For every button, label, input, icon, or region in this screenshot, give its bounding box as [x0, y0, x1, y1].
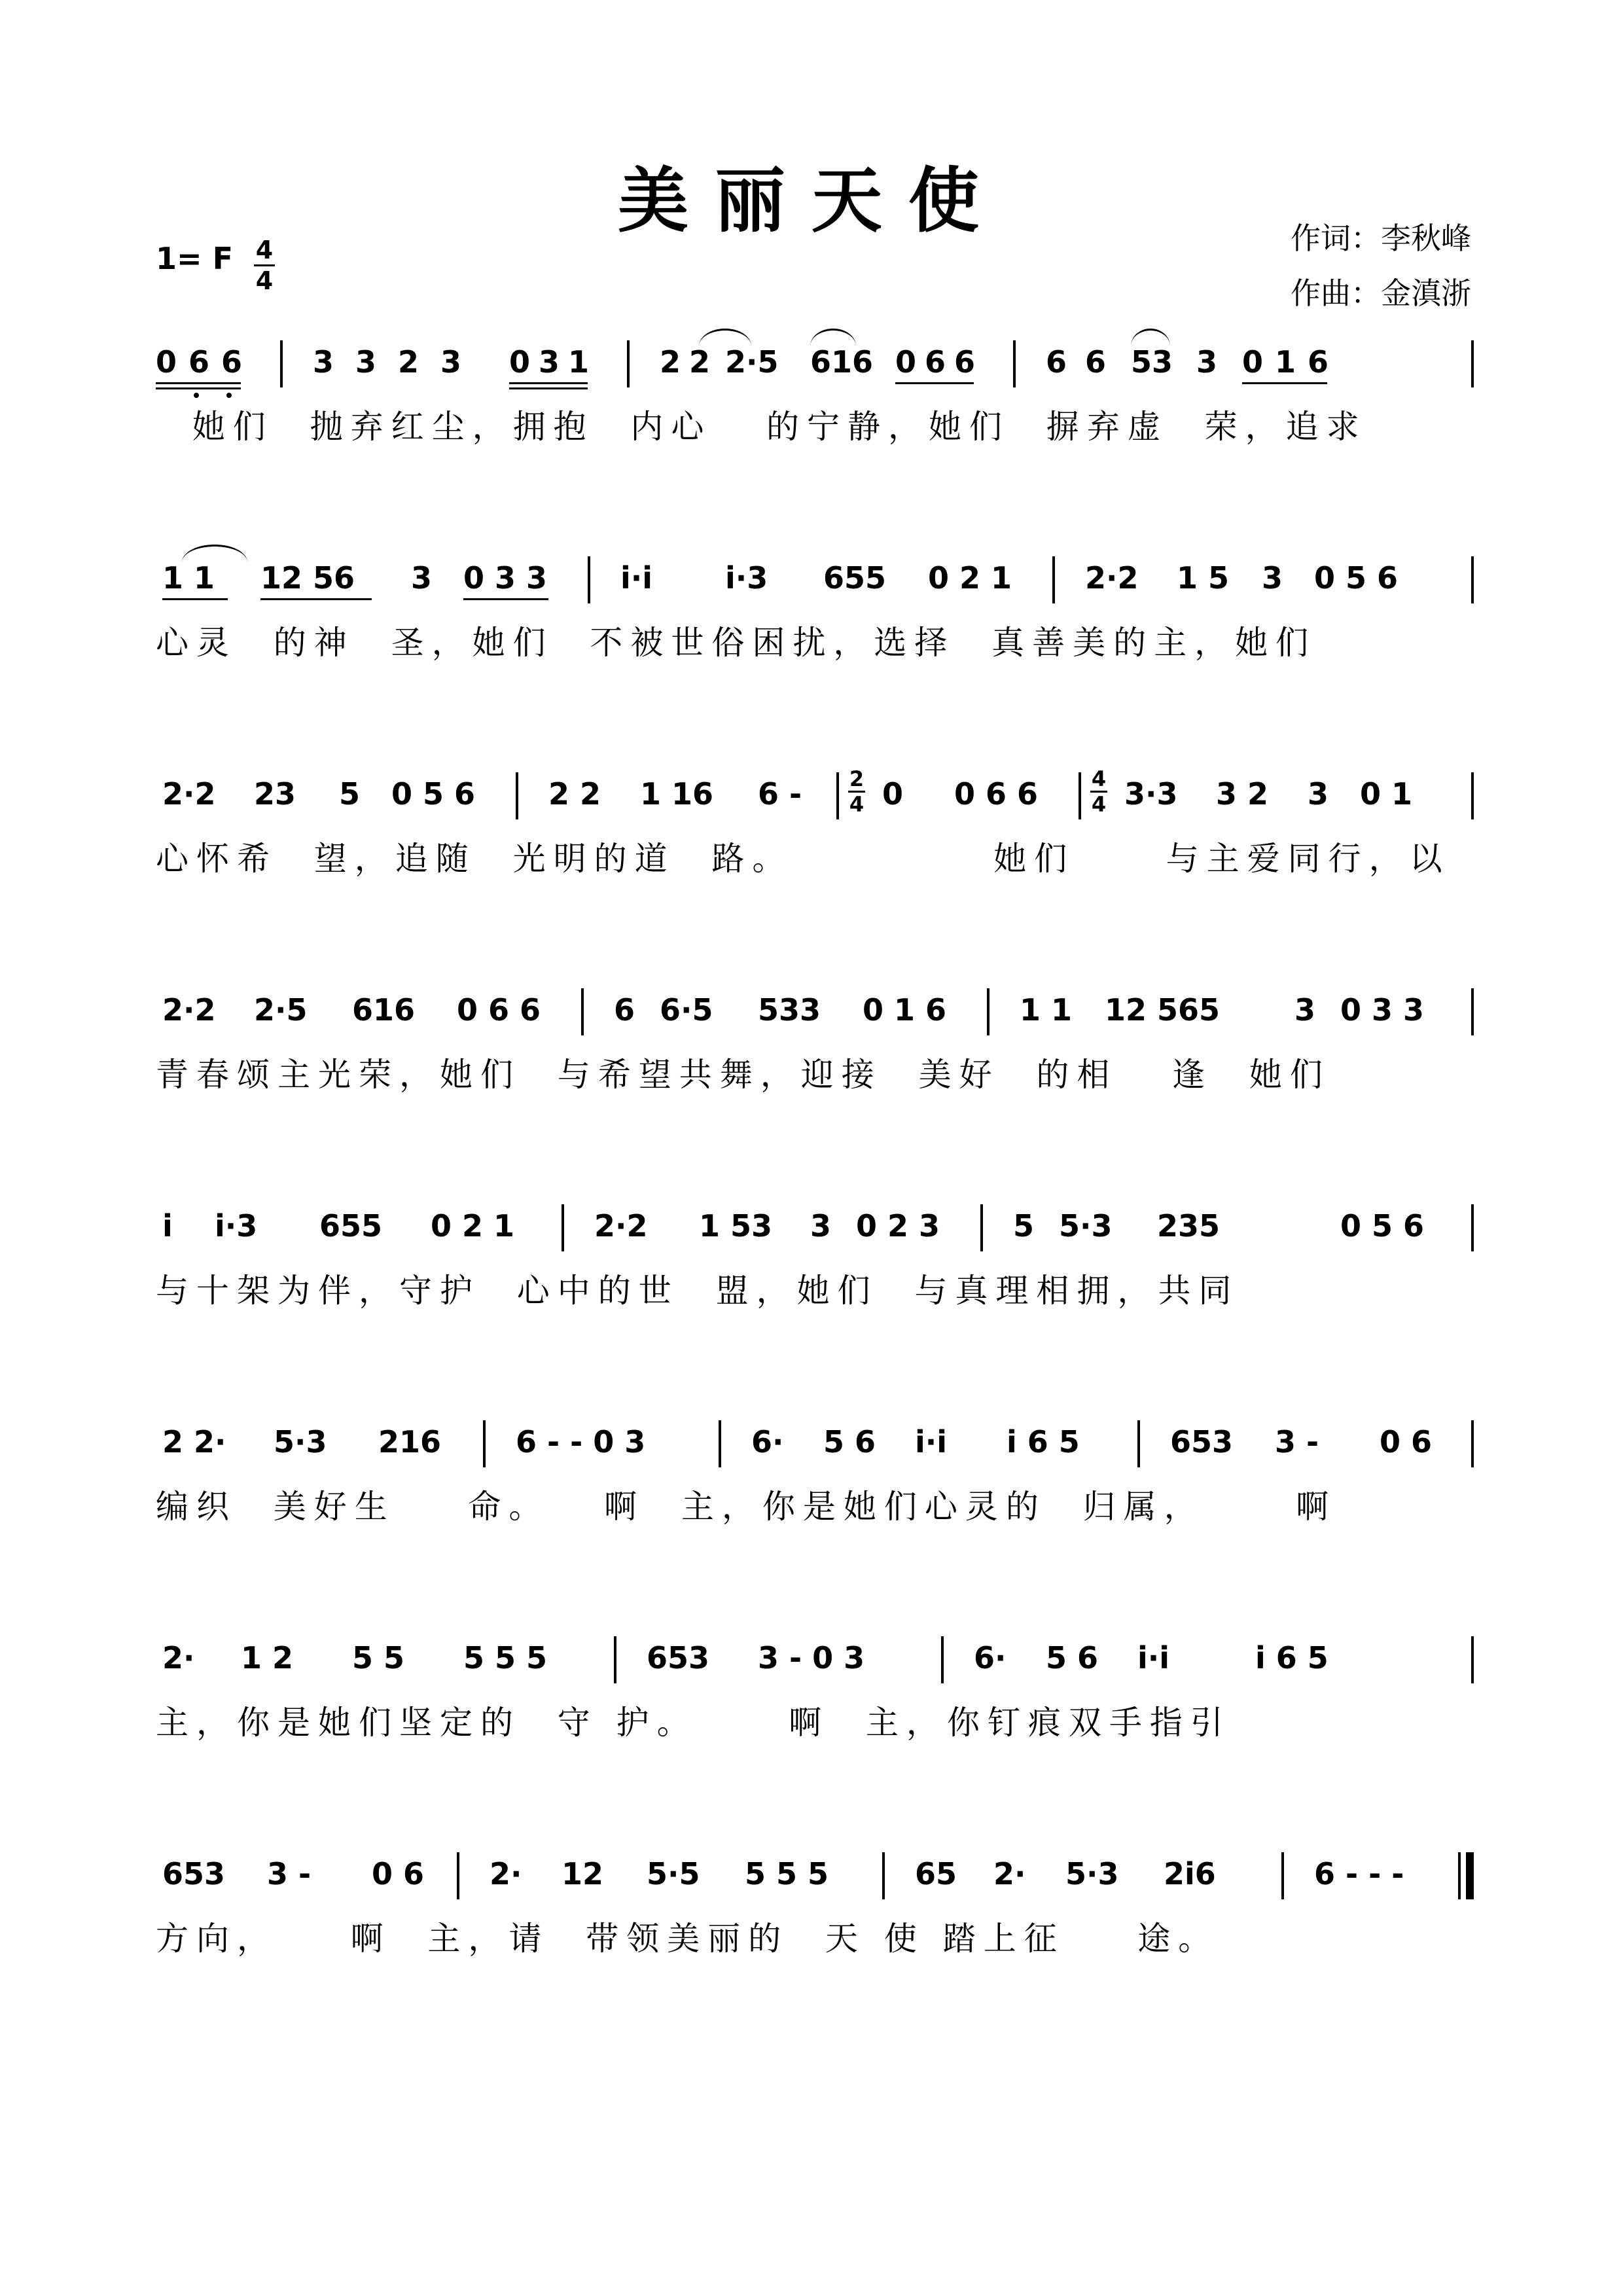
note: 1 1 — [1020, 992, 1073, 1028]
barline — [941, 1636, 944, 1683]
system-6-lyrics: 编织 美好生 命。 啊 主，你是她们心灵的 归属， 啊 — [156, 1488, 1337, 1526]
note: 216 — [378, 1424, 442, 1460]
note: 6 — [614, 992, 635, 1028]
note: 616 — [352, 992, 416, 1028]
barline — [1471, 556, 1474, 603]
system-5-lyrics: 与十架为伴，守护 心中的世 盟，她们 与真理相拥，共同 — [156, 1272, 1240, 1310]
barline — [1471, 1204, 1474, 1251]
note: 1 — [568, 344, 590, 380]
note: 0 6 6 — [457, 992, 541, 1028]
note: 2 2 — [548, 776, 601, 812]
note: 5·3 — [274, 1424, 327, 1460]
note: 5·5 — [647, 1856, 700, 1892]
note: 0 — [895, 344, 917, 380]
note: 6 — [221, 344, 243, 380]
system-1-notation — [156, 327, 1478, 393]
note: 6 — [188, 344, 210, 380]
note: 0 6 — [372, 1856, 425, 1892]
system-8-lyrics: 方向， 啊 主，请 带领美丽的 天 使 踏上征 途。 — [156, 1920, 1219, 1958]
barline — [1471, 1636, 1474, 1683]
note: 6 — [954, 344, 976, 380]
note: 1 5 — [1177, 560, 1230, 596]
barline — [588, 556, 590, 603]
note: 6· — [974, 1640, 1007, 1676]
beam-line — [1242, 382, 1327, 384]
barline — [980, 1204, 983, 1251]
note: i·3 — [725, 560, 768, 596]
barline — [516, 772, 518, 819]
note: 3 - — [267, 1856, 312, 1892]
slur — [1131, 329, 1170, 346]
final-barline-thin — [1458, 1852, 1461, 1899]
barline — [627, 340, 630, 387]
system-7-notation — [156, 1623, 1478, 1689]
note: 2·2 — [162, 992, 216, 1028]
beam-line — [260, 598, 372, 600]
barline — [1471, 1420, 1474, 1467]
note: 3 - 0 3 — [758, 1640, 865, 1676]
beam-line — [895, 382, 974, 384]
credits — [1291, 211, 1471, 321]
note: 533 — [758, 992, 821, 1028]
note: 0 2 1 — [431, 1208, 515, 1244]
system-3-lyrics: 心怀希 望，追随 光明的道 路。 她们 与主爱同行，以 — [156, 840, 1450, 878]
note: 0 2 3 — [856, 1208, 940, 1244]
note: 0 — [882, 776, 904, 812]
note: 5 5 5 — [745, 1856, 829, 1892]
note: 2· — [490, 1856, 522, 1892]
note: 2i6 — [1164, 1856, 1216, 1892]
note: 5 5 5 — [463, 1640, 548, 1676]
note: 3 — [539, 344, 560, 380]
note: 3 — [1308, 776, 1329, 812]
barline — [1471, 340, 1474, 387]
note: 3 — [1262, 560, 1283, 596]
note: 2 2· — [162, 1424, 226, 1460]
beam-line — [463, 598, 548, 600]
note: 0 — [1242, 344, 1264, 380]
barline — [882, 1852, 885, 1899]
barline — [1137, 1420, 1140, 1467]
note: 235 — [1157, 1208, 1221, 1244]
barline — [280, 340, 283, 387]
note: 0 1 — [1360, 776, 1413, 812]
note: 12 56 — [260, 560, 355, 596]
note: 2· — [993, 1856, 1026, 1892]
time-change-2-4: 2 4 — [849, 766, 865, 817]
note: 653 — [1170, 1424, 1234, 1460]
note: 1 — [1275, 344, 1296, 380]
song-title: 美丽天使 — [617, 160, 1005, 242]
note: 5 6 — [823, 1424, 876, 1460]
beam-line — [156, 387, 241, 389]
note: 0 3 3 — [1340, 992, 1425, 1028]
octave-dot — [226, 393, 232, 398]
system-4 — [156, 975, 1478, 1106]
note: 2 — [660, 344, 681, 380]
beam-line — [509, 382, 588, 384]
barline — [483, 1420, 486, 1467]
time-signature-bottom: 4 — [255, 266, 274, 295]
beam-line — [162, 598, 228, 600]
note: 3·3 — [1124, 776, 1178, 812]
lyricist-credit: 作词：李秋峰 — [1291, 221, 1471, 256]
note: 0 2 1 — [928, 560, 1012, 596]
system-8 — [156, 1839, 1478, 1970]
key-signature: 1= F — [156, 241, 233, 276]
note: 3 — [810, 1208, 832, 1244]
note: 653 — [162, 1856, 226, 1892]
note: 5 — [339, 776, 361, 812]
note: 3 — [313, 344, 334, 380]
barline — [1079, 772, 1081, 819]
barline — [719, 1420, 721, 1467]
note: 655 — [823, 560, 887, 596]
note: 6·5 — [660, 992, 713, 1028]
note: 3 — [355, 344, 377, 380]
composer-credit: 作曲：金滇浙 — [1291, 276, 1471, 311]
slur — [699, 329, 751, 346]
slur — [182, 545, 247, 562]
beam-line — [156, 382, 241, 384]
system-7-lyrics: 主，你是她们坚定的 守 护。 啊 主，你钉痕双手指引 — [156, 1704, 1231, 1742]
note: 5 — [1013, 1208, 1035, 1244]
note: i 6 5 — [1255, 1640, 1329, 1676]
system-4-notation — [156, 975, 1478, 1041]
note: 0 6 — [1380, 1424, 1433, 1460]
system-3 — [156, 759, 1478, 890]
note: i·3 — [215, 1208, 258, 1244]
note: 1 16 — [640, 776, 714, 812]
system-4-lyrics: 青春颂主光荣，她们 与希望共舞，迎接 美好 的相 逢 她们 — [156, 1056, 1330, 1094]
note: 65 — [915, 1856, 957, 1892]
note: i·i — [1137, 1640, 1170, 1676]
note: 6· — [751, 1424, 784, 1460]
note: 5 6 — [1046, 1640, 1099, 1676]
note: 6 - — [758, 776, 802, 812]
note: 0 5 6 — [1340, 1208, 1425, 1244]
system-2 — [156, 543, 1478, 674]
note: 0 1 6 — [863, 992, 947, 1028]
note: 5·3 — [1059, 1208, 1113, 1244]
note: 0 5 6 — [391, 776, 476, 812]
note: 0 6 6 — [954, 776, 1039, 812]
system-6-notation — [156, 1407, 1478, 1473]
time-signature — [251, 236, 277, 295]
barline — [581, 988, 584, 1035]
note: i — [162, 1208, 173, 1244]
note: 0 5 6 — [1314, 560, 1399, 596]
note: 3 — [440, 344, 462, 380]
barline — [614, 1636, 616, 1683]
note: 0 3 3 — [463, 560, 548, 596]
barline — [457, 1852, 459, 1899]
system-8-notation — [156, 1839, 1478, 1905]
system-6 — [156, 1407, 1478, 1538]
time-change-4-4: 4 4 — [1091, 766, 1107, 817]
note: 53 — [1131, 344, 1173, 380]
note: 3 — [1294, 992, 1316, 1028]
note: 0 — [156, 344, 177, 380]
barline — [1471, 988, 1474, 1035]
note: 3 - — [1275, 1424, 1319, 1460]
note: 6 — [925, 344, 946, 380]
note: 2·2 — [1085, 560, 1139, 596]
barline — [1052, 556, 1055, 603]
note: 2·5 — [254, 992, 308, 1028]
note: 6 - - 0 3 — [516, 1424, 646, 1460]
note: 3 — [411, 560, 433, 596]
barline — [1013, 340, 1016, 387]
note: 5·3 — [1065, 1856, 1119, 1892]
note: 616 — [810, 344, 874, 380]
note: i 6 5 — [1007, 1424, 1080, 1460]
note: 1 1 — [162, 560, 215, 596]
note: 3 2 — [1216, 776, 1269, 812]
system-5 — [156, 1191, 1478, 1322]
note: 2·5 — [725, 344, 779, 380]
system-3-notation — [156, 759, 1478, 825]
system-1 — [156, 327, 1478, 458]
note: 6 — [1046, 344, 1067, 380]
octave-dot — [194, 393, 199, 398]
barline — [1281, 1852, 1284, 1899]
note: i·i — [620, 560, 653, 596]
note: 3 — [1196, 344, 1218, 380]
note: 653 — [647, 1640, 710, 1676]
note: 5 5 — [352, 1640, 405, 1676]
system-1-lyrics: 她们 抛弃红尘，拥抱 内心 的宁静，她们 摒弃虚 荣，追求 — [156, 408, 1367, 446]
note: i·i — [915, 1424, 948, 1460]
note: 23 — [254, 776, 296, 812]
final-barline-thick — [1466, 1852, 1474, 1899]
note: 2·2 — [162, 776, 216, 812]
system-2-lyrics: 心灵 的神 圣，她们 不被世俗困扰，选择 真善美的主，她们 — [156, 624, 1317, 662]
note: 6 — [1085, 344, 1107, 380]
note: 6 — [1308, 344, 1329, 380]
note: 655 — [319, 1208, 383, 1244]
slur — [810, 329, 856, 346]
note: 0 — [509, 344, 531, 380]
note: 2· — [162, 1640, 195, 1676]
note: 2 — [689, 344, 711, 380]
system-7 — [156, 1623, 1478, 1754]
beam-line — [509, 387, 588, 389]
barline — [987, 988, 990, 1035]
system-2-notation — [156, 543, 1478, 609]
note: 12 — [562, 1856, 604, 1892]
note: 12 565 — [1105, 992, 1221, 1028]
barline — [562, 1204, 564, 1251]
note: 1 2 — [241, 1640, 294, 1676]
note: 2 — [398, 344, 419, 380]
system-5-notation — [156, 1191, 1478, 1257]
time-signature-top: 4 — [255, 236, 274, 264]
note: 2·2 — [594, 1208, 648, 1244]
note: 1 53 — [699, 1208, 773, 1244]
barline — [1471, 772, 1474, 819]
note: 6 - - - — [1314, 1856, 1404, 1892]
barline — [836, 772, 839, 819]
